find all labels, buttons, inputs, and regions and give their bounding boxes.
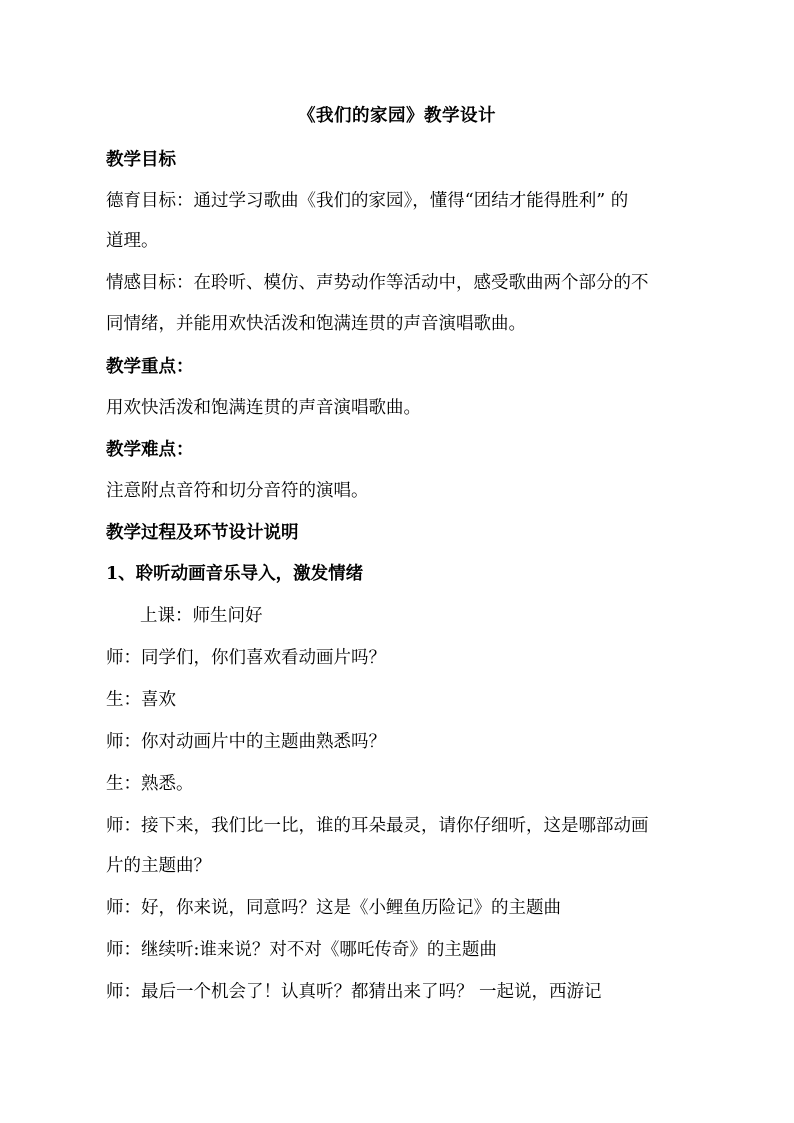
dialogue-line: 师：你对动画片中的主题曲熟悉吗？ <box>106 732 386 752</box>
dialogue-line: 片的主题曲？ <box>106 856 211 876</box>
key-point-heading: 教学重点： <box>106 357 194 377</box>
dialogue-line: 师：好，你来说，同意吗？这是《小鲤鱼历险记》的主题曲 <box>106 898 561 918</box>
emotion-goal-line-1: 情感目标：在聆听、模仿、声势动作等活动中，感受歌曲两个部分的不 <box>106 273 649 293</box>
step1-intro: 上课：师生问好 <box>140 606 263 626</box>
dialogue-line: 师：继续听:谁来说？对不对《哪吒传奇》的主题曲 <box>106 940 497 960</box>
dialogue-line: 师：同学们，你们喜欢看动画片吗？ <box>106 648 386 668</box>
goals-heading: 教学目标 <box>106 150 176 170</box>
moral-goal-line-2: 道理。 <box>106 231 159 251</box>
process-heading: 教学过程及环节设计说明 <box>106 523 299 543</box>
emotion-goal-line-2: 同情绪，并能用欢快活泼和饱满连贯的声音演唱歌曲。 <box>106 314 526 334</box>
key-point-text: 用欢快活泼和饱满连贯的声音演唱歌曲。 <box>106 398 421 418</box>
dialogue-line: 生：喜欢 <box>106 690 176 710</box>
step1-heading: 1、聆听动画音乐导入，激发情绪 <box>106 564 364 584</box>
difficulty-text: 注意附点音符和切分音符的演唱。 <box>106 481 369 501</box>
dialogue-line: 师：最后一个机会了！认真听？都猜出来了吗？ 一起说，西游记 <box>106 982 602 1002</box>
dialogue-line: 生：熟悉。 <box>106 774 194 794</box>
dialogue-line: 师：接下来，我们比一比，谁的耳朵最灵，请你仔细听，这是哪部动画 <box>106 816 649 836</box>
difficulty-heading: 教学难点： <box>106 440 194 460</box>
document-title: 《我们的家园》教学设计 <box>298 106 496 126</box>
moral-goal-line-1: 德育目标：通过学习歌曲《我们的家园》，懂得“团结才能得胜利” 的 <box>106 191 629 211</box>
